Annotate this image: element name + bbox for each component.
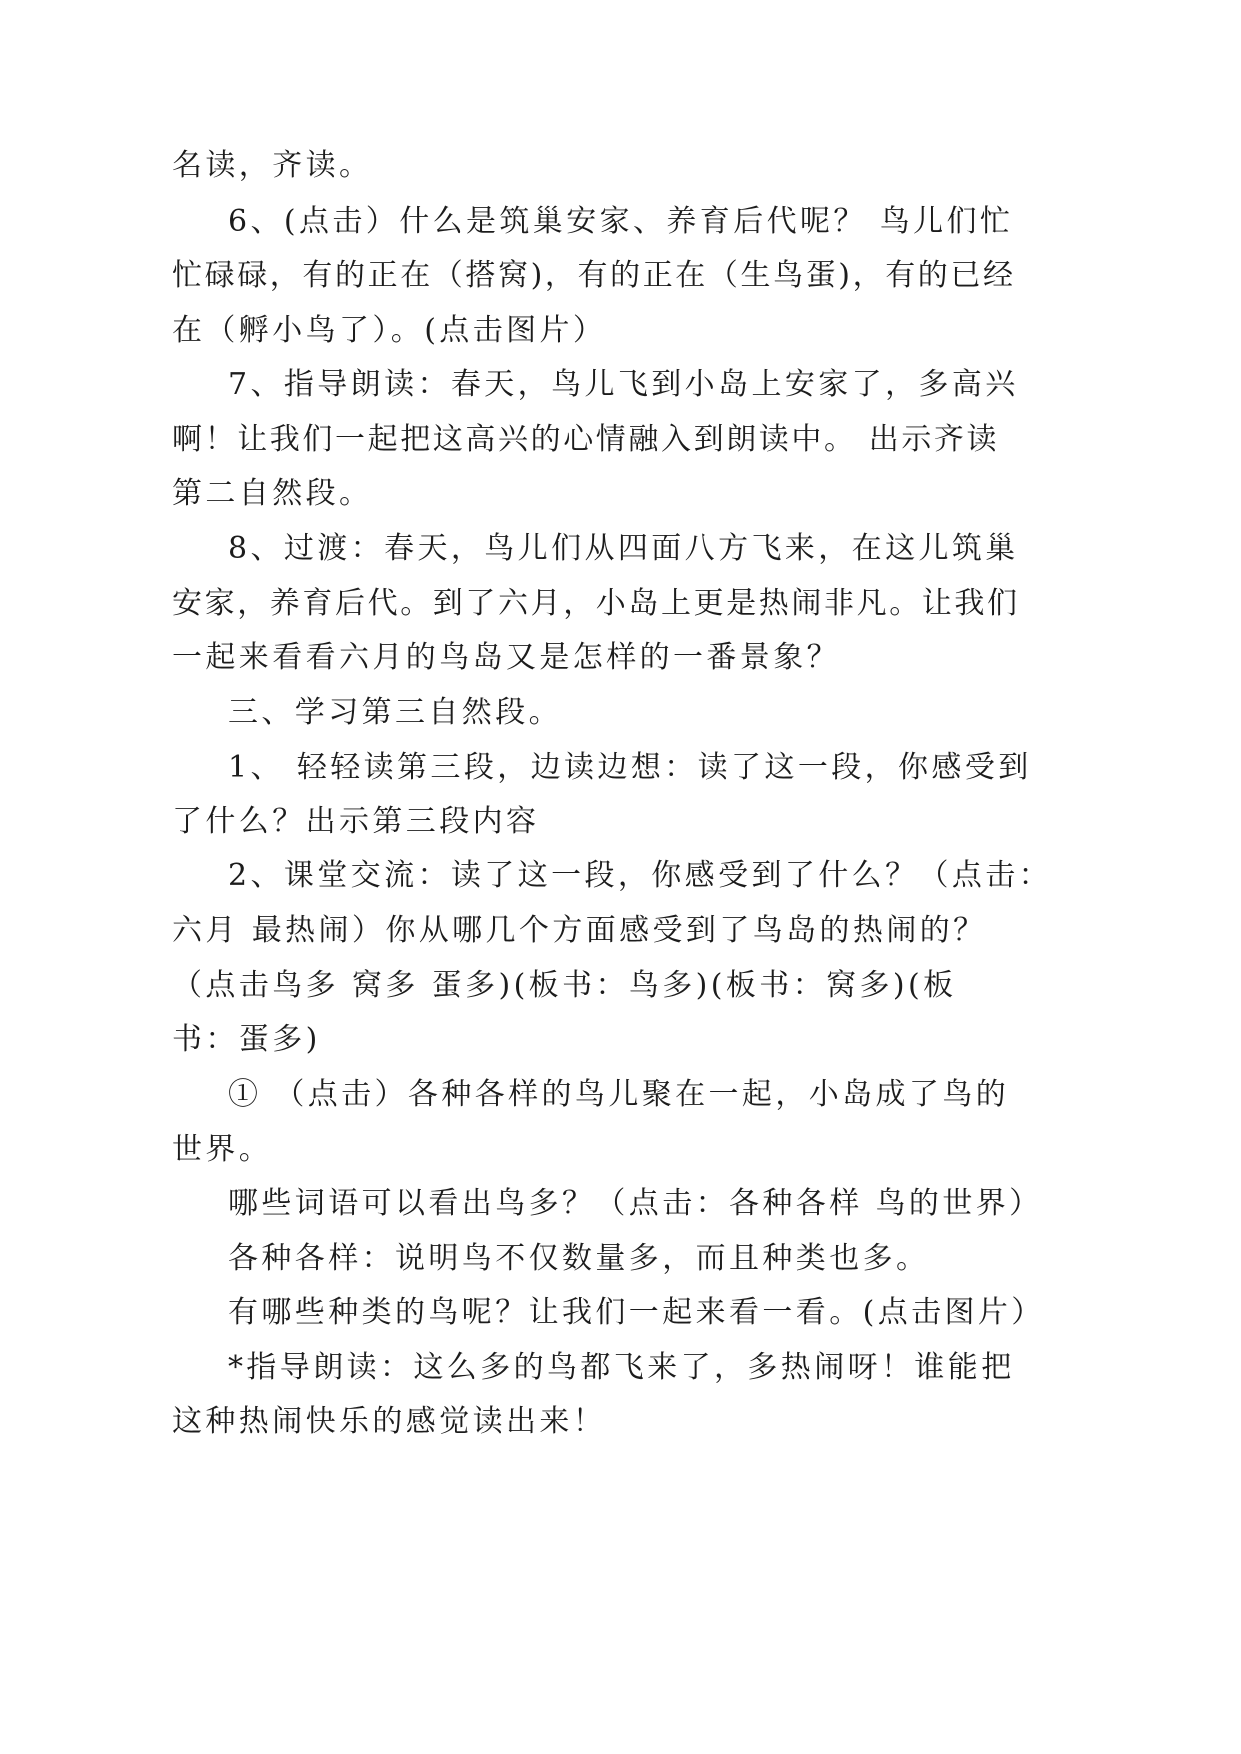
text-line: 6、(点击）什么是筑巢安家、养育后代呢？ 鸟儿们忙 — [228, 204, 1014, 239]
text-line: 在（孵小鸟了）。(点击图片） — [172, 313, 607, 348]
text-line: （点击鸟多 窝多 蛋多)(板书：鸟多)(板书：窝多)(板 — [172, 968, 957, 1003]
text-line: 了什么？出示第三段内容 — [172, 804, 540, 839]
text-line: 各种各样：说明鸟不仅数量多，而且种类也多。 — [228, 1241, 930, 1276]
text-line: 有哪些种类的鸟呢？让我们一起来看一看。(点击图片） — [228, 1295, 1045, 1330]
section-heading: 三、学习第三自然段。 — [228, 695, 562, 730]
text-line: 一起来看看六月的鸟岛又是怎样的一番景象？ — [172, 640, 840, 675]
text-line: 名读，齐读。 — [172, 148, 373, 183]
text-line: 2、课堂交流：读了这一段，你感受到了什么？（点击： — [228, 858, 1053, 893]
text-line: *指导朗读：这么多的鸟都飞来了，多热闹呀！谁能把 — [228, 1350, 1015, 1385]
text-line: 忙碌碌，有的正在（搭窝)，有的正在（生鸟蛋)，有的已经 — [172, 258, 1016, 293]
text-line: 哪些词语可以看出鸟多？（点击：各种各样 鸟的世界） — [228, 1186, 1043, 1221]
text-line: 第二自然段。 — [172, 476, 373, 511]
text-line: 1、 轻轻读第三段，边读边想：读了这一段，你感受到 — [228, 750, 1032, 785]
text-line: 8、过渡：春天，鸟儿们从四面八方飞来，在这儿筑巢 — [228, 531, 1019, 566]
text-line: 啊！让我们一起把这高兴的心情融入到朗读中。 出示齐读 — [172, 422, 1000, 457]
text-line: ① （点击）各种各样的鸟儿聚在一起，小岛成了鸟的 — [228, 1077, 1010, 1112]
text-line: 安家，养育后代。到了六月，小岛上更是热闹非凡。让我们 — [172, 586, 1020, 621]
text-line: 这种热闹快乐的感觉读出来！ — [172, 1404, 607, 1439]
text-line: 7、指导朗读：春天，鸟儿飞到小岛上安家了，多高兴 — [228, 367, 1019, 402]
text-line: 书：蛋多) — [172, 1022, 321, 1057]
text-line: 世界。 — [172, 1132, 273, 1167]
text-line: 六月 最热闹）你从哪几个方面感受到了鸟岛的热闹的？ — [172, 913, 987, 948]
